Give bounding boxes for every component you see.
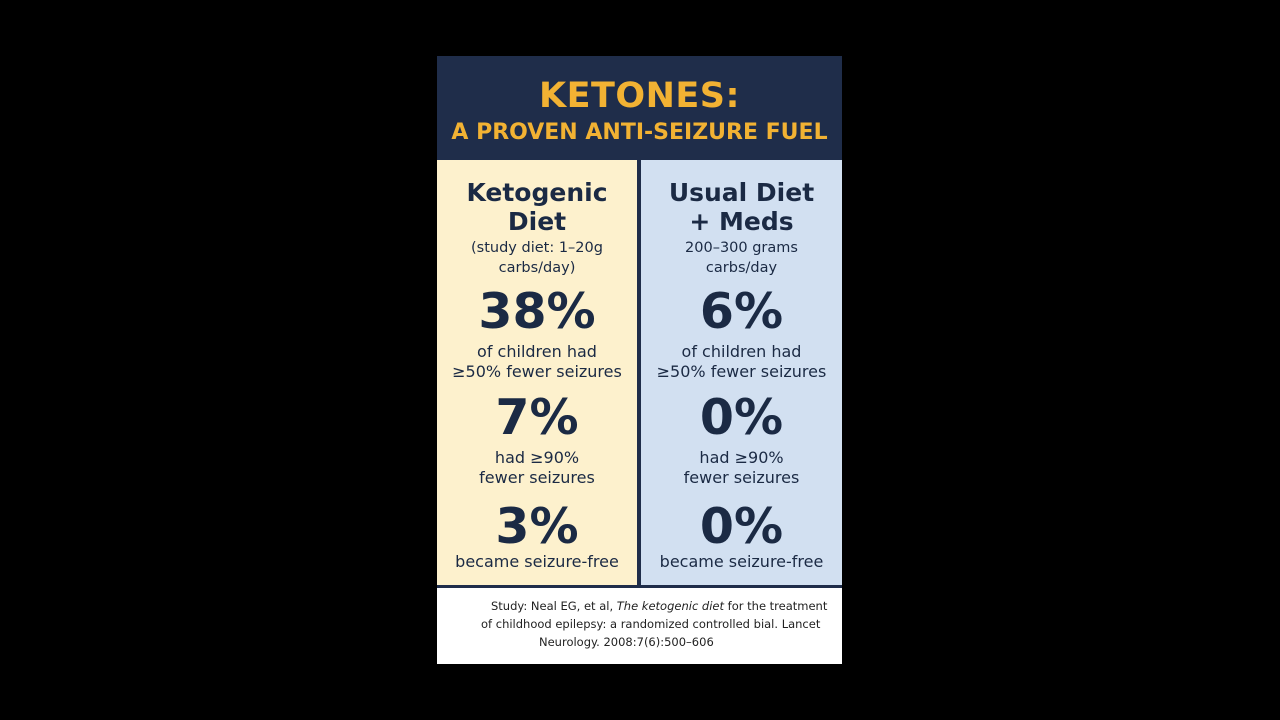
usual-diet-heading-line2: + Meds xyxy=(689,207,794,236)
usual-diet-stat-90pct-desc xyxy=(641,448,842,488)
ketogenic-carb-note xyxy=(437,238,637,278)
usual-diet-stat-90pct-desc-line2: fewer seizures xyxy=(683,468,800,487)
usual-diet-stat-seizure-free-desc: became seizure-free xyxy=(659,552,824,571)
usual-diet-stat-50pct-desc-line2: ≥50% fewer seizures xyxy=(656,362,827,381)
ketogenic-stat-50pct-desc-line1: of children had xyxy=(477,342,597,361)
header-banner xyxy=(437,56,842,160)
ketogenic-heading-line1: Ketogenic xyxy=(466,178,608,207)
ketogenic-carb-note-line2: carbs/day) xyxy=(498,260,576,276)
ketogenic-stat-50pct-desc xyxy=(437,342,637,382)
ketogenic-stat-50pct-desc-line2: ≥50% fewer seizures xyxy=(452,362,622,381)
usual-diet-stat-90pct: 0% xyxy=(699,389,784,446)
usual-diet-carb-note xyxy=(641,238,842,278)
subtitle: A PROVEN ANTI-SEIZURE FUEL xyxy=(451,120,828,145)
usual-diet-carb-note-line2: carbs/day xyxy=(705,260,778,276)
ketogenic-stat-90pct-desc xyxy=(437,448,637,488)
citation-footer xyxy=(437,588,842,664)
usual-diet-stat-50pct-desc-line1: of children had xyxy=(681,342,802,361)
ketogenic-carb-note-line1: (study diet: 1–20g xyxy=(471,240,603,256)
usual-diet-stat-seizure-free: 0% xyxy=(699,498,784,555)
usual-diet-stat-50pct-desc xyxy=(641,342,842,382)
usual-diet-stat-50pct: 6% xyxy=(699,283,784,340)
citation-line1-prefix: Study: Neal EG, et al, xyxy=(491,599,614,613)
usual-diet-heading-line1: Usual Diet xyxy=(668,178,815,207)
ketogenic-heading xyxy=(437,178,637,236)
infographic-card xyxy=(437,56,842,664)
ketogenic-stat-90pct-desc-line1: had ≥90% xyxy=(494,448,580,467)
usual-diet-column xyxy=(641,160,842,585)
citation-line2: of childhood epilepsy: a randomized controlled bial. Lancet xyxy=(481,617,821,631)
ketogenic-heading-line2: Diet xyxy=(507,207,567,236)
usual-diet-heading xyxy=(641,178,842,236)
citation-line1 xyxy=(491,597,827,615)
ketogenic-stat-50pct: 38% xyxy=(478,283,596,340)
ketogenic-stat-seizure-free-desc: became seizure-free xyxy=(455,552,619,571)
usual-diet-carb-note-line1: 200–300 grams xyxy=(685,240,798,256)
ketogenic-stat-90pct-desc-line2: fewer seizures xyxy=(479,468,595,487)
ketogenic-stat-90pct: 7% xyxy=(495,389,579,446)
citation-line1-suffix: for the treatment xyxy=(727,599,828,613)
usual-diet-stat-90pct-desc-line1: had ≥90% xyxy=(699,448,784,467)
ketogenic-diet-column xyxy=(437,160,637,585)
citation-article-title: The ketogenic diet xyxy=(616,599,725,613)
citation-line3: Neurology. 2008:7(6):500–606 xyxy=(539,635,714,649)
ketogenic-stat-seizure-free: 3% xyxy=(495,498,579,555)
title: KETONES: xyxy=(538,76,741,116)
